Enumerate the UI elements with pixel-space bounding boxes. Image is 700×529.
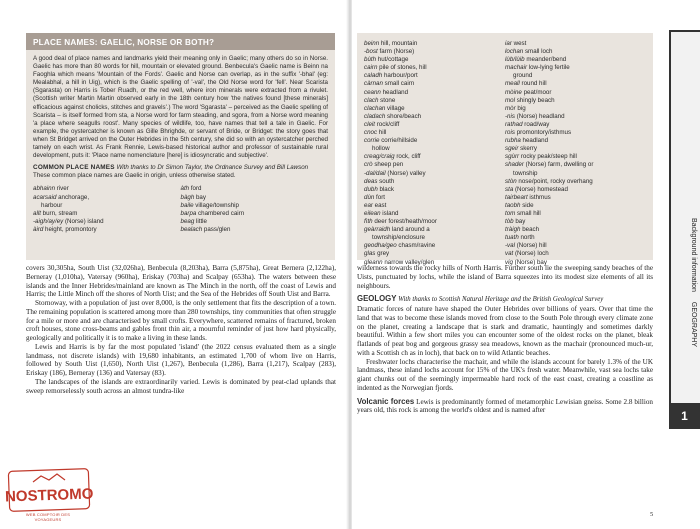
glossary-entry [505, 64, 646, 72]
gaelic-term: sgùrr [505, 153, 520, 161]
left-body-text [26, 264, 336, 395]
glossary-entry [505, 113, 646, 121]
geology-heading: GEOLOGY [357, 294, 397, 304]
box-title: PLACE NAMES: GAELIC, NORSE OR BOTH? [26, 33, 335, 50]
term-meaning: hollow [372, 145, 390, 153]
gaelic-term: tom [505, 209, 516, 217]
term-meaning: rock/cliff [375, 120, 400, 128]
gaelic-term: beag [180, 217, 195, 225]
glossary-entry [364, 186, 505, 194]
glossary-entry [364, 226, 505, 234]
gaelic-term: gleann [364, 258, 383, 266]
term-meaning: (Norse) homestead [513, 185, 568, 193]
glossary-entry [364, 121, 505, 129]
gaelic-term: lochan [505, 48, 524, 56]
box-body [26, 50, 335, 234]
term-meaning: east [372, 201, 387, 209]
term-meaning: farm (Norse) [377, 48, 415, 56]
gaelic-term: rubha [505, 137, 521, 145]
box-intro: A good deal of place names and landmarks yield their meaning only in Gaelic; many others do so in Norse. Gaelic has more than 80 words for hill, mountain or elevated ground. Benbecula's Gaelic name is Beinn na Faoghla which means 'Mountain of the Fords'. Gaelic and Norse can overlap, as in the suffix '-bhal' (eg: Mealabhal, a hill in Uig), which is the Gaelic spelling of '-val', the Old Norse word for 'fell'. Near Scarista (Sgarasta) on Harris is Tober Ruadh, or the red well, where iron minerals were extracted from a rivulet. (Scottish writer Martin Martin observed early in the 18th century how 'the natives found [these minerals] efficacious against cholicks, stitches and gravels'.) The word 'Sgarasta' – perceived as the Gaelic spelling of Scarista – is itself formed from sta, a Norse word for farm steading, and sgora, from a Norse word meaning 'a place where seagulls roost'. Many species of wildlife, too, have names that tell a tale in Gaelic. For example, the oystercatcher is known as Gille Bhrighde, or servant of Bride, or Bridget: the story goes that when St Bridget arrived on the Outer Hebrides in the 5th century, she did so with an oystercatcher perched tamely on each wrist. As Frank Rennie, Lewis-based historical author and professor of sustainable rural development, puts it: 'Place name nomenclature [here] is idiosyncratic and subjective'. [33, 55, 328, 160]
gaelic-term: vat [505, 250, 514, 258]
gaelic-term: iar [505, 40, 512, 47]
term-meaning: small loch [523, 48, 553, 56]
glossary-entry [505, 161, 646, 169]
term-meaning: narrow valley/glen [382, 258, 435, 266]
svg-text:NOSTROMO: NOSTROMO [4, 485, 94, 506]
place-names-box [26, 33, 335, 260]
gaelic-term: geàrraidh [364, 226, 391, 234]
paragraph: covers 30,305ha, South Uist (32,026ha), Benbecula (8,203ha), Barra (5,875ha), Great Bernera (2,122ha), Berneray (1,010ha), Vatersay (960ha), Eriskay (703ha) and Scalpay (653ha). The waters between these islands and the Inner Hebrides/mainland are known as The Minch in the north, off the coast of Lewis and Harris; the Little Minch off the shores of North Uist; and the Sea of the Hebrides off South Uist and Barra. [26, 264, 336, 299]
gaelic-term: shader [505, 161, 524, 169]
gaelic-term: vig [505, 258, 513, 266]
term-meaning: (Norse) headland [514, 112, 565, 120]
glossary-entry [505, 137, 646, 145]
term-meaning: township/enclosure [372, 234, 425, 242]
gaelic-term: àird [33, 225, 44, 233]
term-meaning: land around a [390, 226, 430, 234]
term-meaning: low-lying fertile [527, 64, 570, 72]
glossary-entry [505, 129, 646, 137]
paragraph: wilderness towards the rocky hills of North Harris. Further south lie the sweeping sandy beaches of the Uists, punctuated by lochs, while the island of Barra squeezes into its modest size elements of all its neighbours. [357, 264, 653, 290]
glossary-entry [364, 129, 505, 137]
gaelic-term: abhainn [33, 185, 56, 193]
glossary-entry [181, 210, 329, 218]
glossary-entry [505, 234, 646, 242]
glossary-entry [505, 218, 646, 226]
gaelic-term: sta [505, 185, 514, 193]
gaelic-term: meall [505, 80, 520, 88]
term-meaning: shore/beach [385, 112, 422, 120]
common-place-names-credit: With thanks to Dr Simon Taylor, the Ordnance Survey and Bill Lawson [116, 164, 309, 172]
geology-credit: With thanks to Scottish Natural Heritage and the British Geological Survey [398, 296, 604, 304]
term-meaning: big [515, 104, 526, 112]
glossary-entry [364, 113, 505, 121]
term-meaning: round hill [519, 80, 547, 88]
glossary-column-3 [364, 40, 505, 267]
term-meaning: rock, cliff [394, 153, 421, 161]
glossary-entry [364, 210, 505, 218]
glossary-entry [364, 40, 505, 48]
paragraph: Dramatic forces of nature have shaped the Outer Hebrides over billions of years. Over that time the land that was to become these islands moved from close to the South Pole through every climate zone on the planet, creating a landscape that is stark and dramatic, hauntingly and sometimes darkly beautiful. Within a few short miles you can encounter some of the oldest rocks on the planet, bleak flatlands of peat bog and gorgeous grassy sea meadows, known as the machair (pronounced much-ur, with a Scottish ch as in loch), that back on to wild Atlantic beaches. [357, 305, 653, 357]
term-meaning: river [55, 185, 69, 193]
term-meaning: hut/cottage [376, 56, 409, 64]
term-meaning: hill [377, 129, 387, 137]
gaelic-term: caladh [364, 72, 383, 80]
page-number: 5 [650, 511, 654, 518]
gaelic-term: crò [364, 161, 373, 169]
term-meaning: isthmus [527, 193, 551, 201]
gaelic-term: cnoc [364, 129, 378, 137]
glossary-entry [505, 178, 646, 186]
term-meaning: headland [380, 88, 409, 96]
glossary-entry [364, 145, 505, 153]
term-meaning: pile of stones, hill [377, 64, 427, 72]
gaelic-term: beinn [364, 40, 380, 47]
volcanic-forces-paragraph [357, 398, 653, 416]
term-meaning: beach [520, 226, 540, 234]
glossary-entry [505, 194, 646, 202]
tab-topic: GEOGRAPHY [690, 301, 697, 348]
term-meaning: hill, mountain [379, 40, 418, 47]
glossary-entry [181, 202, 329, 210]
gaelic-term: -val [505, 242, 515, 250]
gaelic-term: -aigh/ay/ey [33, 217, 64, 225]
gaelic-term: -dal/dail [364, 169, 386, 177]
gaelic-term: tairbeart [505, 193, 528, 201]
gaelic-term: càrnan [364, 80, 383, 88]
gaelic-term: bùth [364, 56, 377, 64]
gaelic-term: dubh [364, 185, 378, 193]
term-meaning: (Norse) hill [514, 242, 547, 250]
term-meaning: bay [513, 218, 526, 226]
gaelic-term: acarsaid [33, 193, 57, 201]
gaelic-term: corrie [364, 137, 380, 145]
volcanic-forces-heading: Volcanic forces [357, 396, 415, 406]
term-meaning: ground [513, 72, 533, 80]
term-meaning: side [520, 201, 534, 209]
term-meaning: promontory/isthmus [514, 129, 572, 137]
glossary-entry [181, 185, 329, 193]
term-meaning: black [377, 185, 394, 193]
glossary-column-1 [33, 185, 181, 234]
gaelic-term: stòn [505, 177, 517, 185]
glossary-entry [364, 178, 505, 186]
term-meaning: south [377, 177, 395, 185]
glossary-entry [364, 218, 505, 226]
glossary-entry [33, 185, 181, 193]
glossary-entry [364, 242, 505, 250]
gaelic-term: taobh [505, 201, 521, 209]
glossary-column-2 [181, 185, 329, 234]
term-meaning: village/township [193, 201, 239, 209]
chapter-number: 1 [669, 403, 700, 429]
term-meaning: anchorage, [56, 193, 90, 201]
glossary-entry [364, 72, 505, 80]
term-meaning: peat/moor [521, 88, 552, 96]
term-meaning: pass/glen [202, 225, 231, 233]
gaelic-term: sgeir [505, 145, 519, 153]
glossary-entry [505, 105, 646, 113]
glossary-entry [364, 48, 505, 56]
glossary-column-4 [505, 40, 646, 267]
term-meaning: (Norse) farm, dwelling or [523, 161, 594, 169]
gaelic-term: cairn [364, 64, 378, 72]
glossary-entry [33, 194, 181, 202]
glossary-entry [505, 250, 646, 258]
glossary-entry [505, 97, 646, 105]
gaelic-term: barpa [180, 209, 197, 217]
term-meaning: meander/bend [524, 56, 567, 64]
gaelic-term: clachan [364, 104, 386, 112]
gaelic-term: clach [364, 96, 379, 104]
glossary-entry [181, 226, 329, 234]
term-meaning: headland [520, 137, 549, 145]
gaelic-term: bàgh [180, 193, 195, 201]
gaelic-term: mòine [505, 88, 522, 96]
gaelic-term: rathad [505, 120, 523, 128]
glossary-entry [364, 56, 505, 64]
gaelic-term: mòr [505, 104, 516, 112]
glossary-entry [505, 145, 646, 153]
gaelic-term: rois [505, 129, 515, 137]
glossary-left [33, 185, 328, 234]
gaelic-term: allt [33, 209, 41, 217]
glossary-entry [505, 202, 646, 210]
glossary-entry [364, 89, 505, 97]
gaelic-term: tòb [505, 218, 514, 226]
gaelic-term: machair [505, 64, 528, 72]
glossary-entry [505, 72, 646, 80]
term-meaning: harbour [41, 201, 63, 209]
term-meaning: corrie/hillside [379, 137, 418, 145]
term-meaning: shingly beach [514, 96, 555, 104]
glossary-entry [364, 64, 505, 72]
gaelic-term: -bost [364, 48, 378, 56]
paragraph: Stornoway, with a population of just over 8,000, is the only settlement that fits the description of a town. The remaining population is scattered among more than 280 townships, tiny communities that often struggle for a mile or more and are characterised by small crofts. Everywhere, scattered remains of fractured, broken croft houses, stone cross-beams and gables front thin air, a mournful reminder of just how hard physically, geologically and politically it is to make a living in these lands. [26, 299, 336, 342]
paragraph: Lewis and Harris is by far the most populated 'island' (the 2022 census evaluated them as a single landmass, not discrete islands) with 19,680 inhabitants, an estimated 1,700 of whom live on Harris, followed by South Uist (1,650), North Uist (1,267), Benbecula (1,286), Barra (1,217), Scalpay (283), Eriskay (186), Berneray (136) and Vatersay (83). [26, 342, 336, 377]
glossary-entry [181, 218, 329, 226]
gaelic-term: eilean [364, 209, 381, 217]
glossary-entry [33, 218, 181, 226]
gaelic-term: glas [364, 250, 376, 258]
glossary-entry [364, 105, 505, 113]
glossary-entry [364, 250, 505, 258]
glossary-entry [505, 48, 646, 56]
glossary-entry [364, 202, 505, 210]
term-meaning: nose/point, rocky overhang [516, 177, 593, 185]
term-meaning: rocky peak/steep hill [519, 153, 577, 161]
tab-section: Background information [690, 218, 697, 292]
gaelic-term: tuath [505, 234, 519, 242]
term-meaning: road/way [522, 120, 550, 128]
common-place-names-subtitle: These common place names are Gaelic in origin, unless otherwise stated. [33, 172, 236, 180]
glossary-entry [364, 161, 505, 169]
gaelic-term: baile [180, 201, 194, 209]
paragraph: The landscapes of the islands are extraordinarily varied. Lewis is dominated by peat-clad uplands that sweep remorselessly south across an almost tundra-like [26, 377, 336, 395]
term-meaning: chambered cairn [196, 209, 245, 217]
term-meaning: north [518, 234, 535, 242]
term-meaning: (Norse) island [63, 217, 104, 225]
left-page [0, 0, 348, 529]
right-body-text [357, 264, 653, 415]
geology-heading-line [357, 295, 653, 305]
glossary-entry [364, 170, 505, 178]
common-place-names-heading-line [33, 164, 328, 172]
term-meaning: burn, stream [40, 209, 78, 217]
term-meaning: ford [189, 185, 202, 193]
term-meaning: township [513, 169, 538, 177]
glossary-entry [505, 242, 646, 250]
term-meaning: small cairn [382, 80, 415, 88]
gaelic-term: ear [364, 201, 373, 209]
gaelic-term: lùb/lùib [505, 56, 525, 64]
term-meaning: island [380, 209, 399, 217]
chapter-tab-label [673, 218, 697, 378]
glossary-entry [505, 80, 646, 88]
glossary-entry [364, 153, 505, 161]
glossary-entry [505, 186, 646, 194]
glossary-entry [505, 210, 646, 218]
term-meaning: fort [374, 193, 385, 201]
paragraph: Freshwater lochs characterise the machair, and while the islands account for barely 1.3% of the UK landmass, these inland lochs account for 15% of the UK's fresh water. Meanwhile, vast sea lochs take giant chunks out of the seemingly impermeable hard rock of the east coast, creating a coastline as indented as the Norwegian fjords. [357, 357, 653, 392]
glossary-entry [33, 210, 181, 218]
term-meaning: small hill [515, 209, 541, 217]
glossary-entry [364, 97, 505, 105]
gaelic-term: fìth [364, 218, 373, 226]
gaelic-term: ceann [364, 88, 381, 96]
gaelic-term: àth [180, 185, 190, 193]
glossary-entry [505, 226, 646, 234]
glossary-entry [505, 153, 646, 161]
glossary-entry [364, 80, 505, 88]
gaelic-term: geodha/geo [364, 242, 397, 250]
term-meaning: deer forest/heath/moor [372, 218, 437, 226]
glossary-right [357, 33, 653, 267]
gaelic-term: mol [505, 96, 515, 104]
glossary-entry [364, 194, 505, 202]
term-meaning: skerry [518, 145, 537, 153]
term-meaning: (Norse) loch [513, 250, 549, 258]
glossary-entry [505, 121, 646, 129]
gaelic-term: deas [364, 177, 378, 185]
gaelic-term: creag/craig [364, 153, 395, 161]
glossary-entry [505, 40, 646, 48]
gaelic-term: cladach [364, 112, 386, 120]
term-meaning: (Norse) bay [512, 258, 547, 266]
term-meaning: grey [375, 250, 390, 258]
term-meaning: harbour/port [382, 72, 418, 80]
place-names-box-continued [357, 33, 653, 266]
gaelic-term: bealach [180, 225, 203, 233]
term-meaning: little [194, 217, 207, 225]
glossary-entry [181, 194, 329, 202]
term-meaning: chasm/ravine [396, 242, 436, 250]
term-meaning: village [385, 104, 405, 112]
gaelic-term: tràigh [505, 226, 521, 234]
gaelic-term: cleit [364, 120, 376, 128]
gaelic-term: dùn [364, 193, 375, 201]
term-meaning: west [511, 40, 527, 47]
term-meaning: bay [194, 193, 206, 201]
glossary-entry [505, 56, 646, 64]
glossary-entry [33, 202, 181, 210]
term-meaning: (Norse) valley [385, 169, 426, 177]
common-place-names-heading: COMMON PLACE NAMES [33, 164, 115, 172]
glossary-entry [33, 226, 181, 234]
glossary-entry [364, 234, 505, 242]
glossary-entry [505, 89, 646, 97]
term-meaning: stone [378, 96, 396, 104]
term-meaning: height, promontory [43, 225, 97, 233]
term-meaning: sheep pen [372, 161, 404, 169]
glossary-entry [364, 137, 505, 145]
paragraph: Lewis is predominantly formed of metamorphic Lewisian gneiss. Some 2.8 billion years old, this rock is among the world's oldest and is named after [357, 397, 653, 415]
stamp-tagline: WEB COMPTOIR DES VOYAGEURS [25, 512, 71, 522]
gaelic-term: -nis [505, 112, 515, 120]
glossary-entry [505, 170, 646, 178]
